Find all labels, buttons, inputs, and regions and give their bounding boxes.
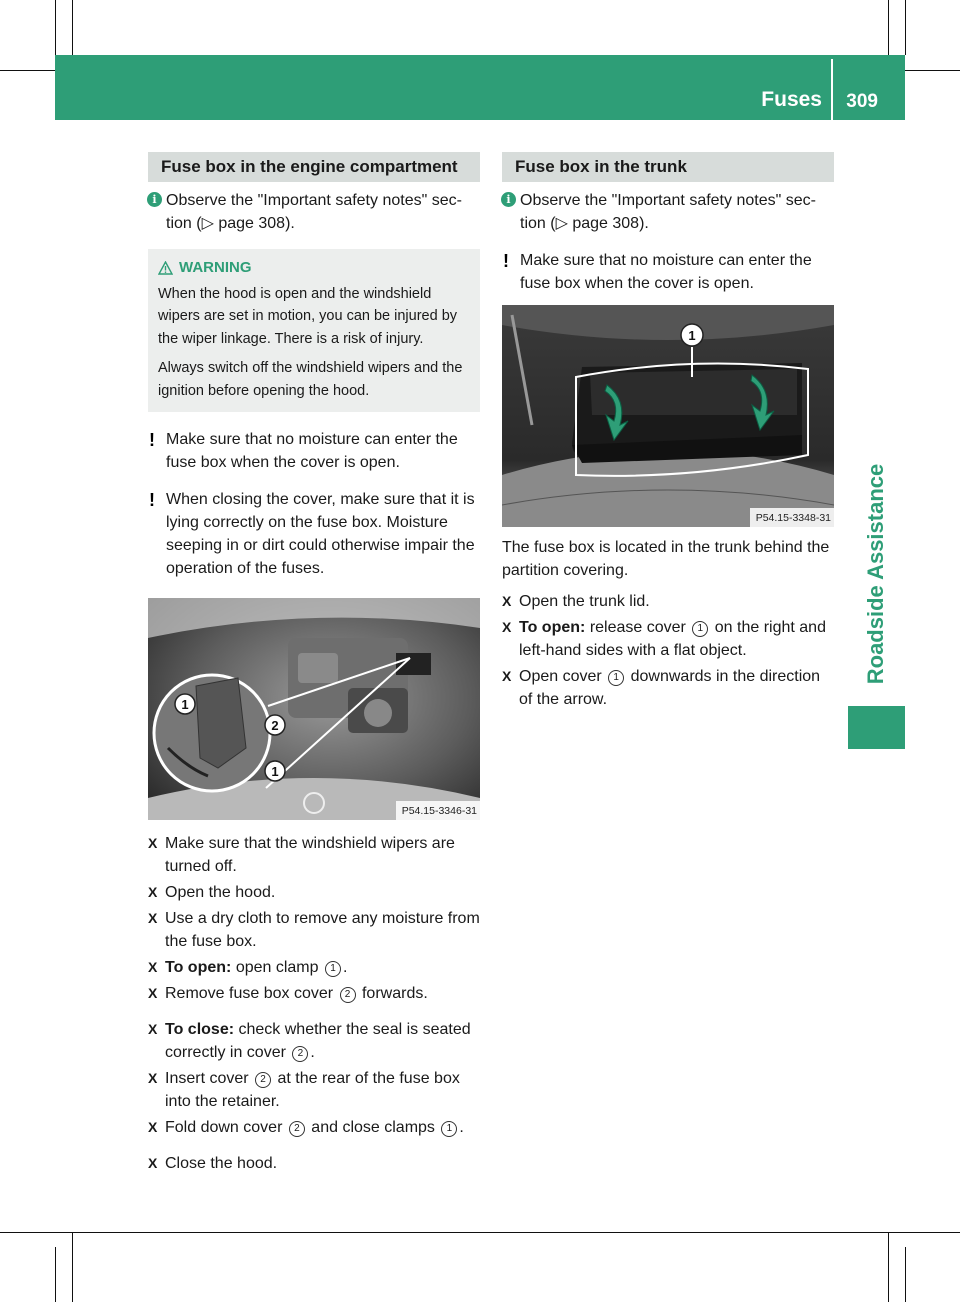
instruction-step: X Open the trunk lid. xyxy=(502,593,650,610)
section-heading-engine: Fuse box in the engine compartment xyxy=(148,152,480,182)
page-ref-arrow-icon: ▷ xyxy=(555,215,568,232)
caution-note: ! Make sure that no moisture can enter the fuse box when the cover is open. xyxy=(149,430,458,471)
page-ref-link[interactable]: page 308). xyxy=(572,215,649,232)
callout-ref: 1 xyxy=(441,1121,457,1137)
crop-mark xyxy=(905,1247,906,1302)
crop-mark xyxy=(55,0,56,55)
section-title: Fuses xyxy=(761,88,822,111)
info-note: i Observe the "Important safety notes" sec-tion (▷ page 308). xyxy=(502,189,834,235)
warning-triangle-icon xyxy=(158,261,173,275)
exclamation-icon: ! xyxy=(503,251,509,271)
warning-box xyxy=(148,249,480,412)
warning-title: WARNING xyxy=(179,259,252,276)
instruction-step: X To open: release cover 1 on the right and left-hand sides with a flat object. xyxy=(502,619,826,659)
crop-mark xyxy=(55,1247,56,1302)
instruction-step: X Insert cover 2 at the rear of the fuse box into the retainer. xyxy=(148,1070,460,1110)
instruction-step: X Remove fuse box cover 2 forwards. xyxy=(148,985,428,1002)
left-column xyxy=(148,152,480,1178)
trunk-photo xyxy=(502,305,834,527)
page-number: 309 xyxy=(846,91,878,112)
trunk-photo-illustration xyxy=(502,305,834,527)
exclamation-icon: ! xyxy=(149,430,155,450)
callout-1-top: 1 xyxy=(181,697,189,712)
exclamation-icon: ! xyxy=(149,490,155,510)
callout-ref: 2 xyxy=(289,1121,305,1137)
instruction-step: X Open cover 1 downwards in the direction of the arrow. xyxy=(502,668,821,708)
crop-mark xyxy=(888,1232,889,1302)
callout-ref: 2 xyxy=(340,987,356,1003)
instruction-step: X Open the hood. xyxy=(148,884,276,901)
instruction-step: X To open: open clamp 1 . xyxy=(148,959,348,976)
photo-code: P54.15-3348-31 xyxy=(755,512,831,524)
instruction-step: X Use a dry cloth to remove any moisture from the fuse box. xyxy=(148,910,480,950)
section-heading-trunk: Fuse box in the trunk xyxy=(502,152,834,182)
callout-ref: 1 xyxy=(325,961,341,977)
info-note: i Observe the "Important safety notes" sec-tion (▷ page 308). xyxy=(148,189,480,235)
callout-ref: 2 xyxy=(292,1046,308,1062)
page-header xyxy=(55,55,905,120)
right-column xyxy=(502,152,834,714)
crop-mark xyxy=(72,1232,73,1302)
page-ref-link[interactable]: page 308). xyxy=(218,215,295,232)
callout-ref: 2 xyxy=(255,1072,271,1088)
page-ref-arrow-icon: ▷ xyxy=(201,215,214,232)
side-tab-marker xyxy=(848,706,905,749)
engine-photo-illustration xyxy=(148,598,480,820)
warning-text: Always switch off the windshield wipers and the ignition before opening the hood. xyxy=(158,360,463,399)
body-paragraph: The fuse box is located in the trunk behind the partition covering. xyxy=(502,539,830,579)
callout-2: 2 xyxy=(271,718,279,733)
warning-text: When the hood is open and the windshield wipers are set in motion, you can be injured by the wiper linkage. There is a risk of injury. xyxy=(158,285,458,347)
crop-mark xyxy=(0,1232,960,1233)
caution-note: ! When closing the cover, make sure that it is lying correctly on the fuse box. Moisture seeping in or dirt could otherwise impair the operation of the fuses. xyxy=(149,490,475,577)
callout-1-bottom: 1 xyxy=(271,764,279,779)
instruction-step: X Close the hood. xyxy=(148,1155,278,1172)
caution-note: ! Make sure that no moisture can enter the fuse box when the cover is open. xyxy=(503,251,812,292)
callout-1: 1 xyxy=(688,328,696,343)
crop-mark xyxy=(905,0,906,55)
instruction-step: X To close: check whether the seal is seated correctly in cover 2 . xyxy=(148,1021,471,1061)
callout-ref: 1 xyxy=(692,621,708,637)
info-icon: i xyxy=(147,192,162,207)
engine-compartment-photo xyxy=(148,598,480,820)
photo-code: P54.15-3346-31 xyxy=(401,805,477,817)
info-icon: i xyxy=(501,192,516,207)
callout-ref: 1 xyxy=(608,670,624,686)
side-tab-label: Roadside Assistance xyxy=(863,463,888,685)
instruction-step: X Make sure that the windshield wipers are turned off. xyxy=(148,835,455,875)
instruction-step: X Fold down cover 2 and close clamps 1 . xyxy=(148,1119,464,1136)
header-divider xyxy=(831,59,833,120)
